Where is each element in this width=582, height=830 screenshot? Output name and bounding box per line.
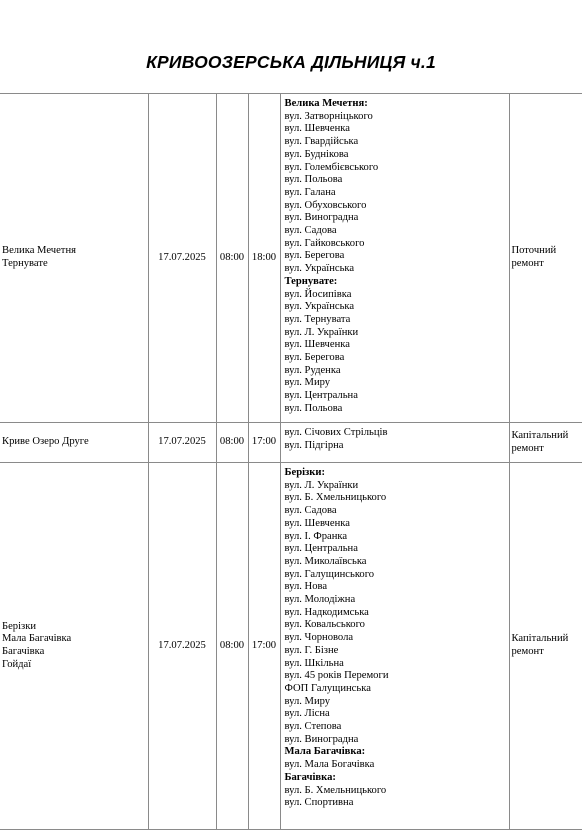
time-to: 17:00 [251, 639, 277, 651]
outage-schedule-table [0, 93, 582, 830]
street-name: вул. Б. Хмельницького [284, 492, 387, 504]
date-cell [148, 423, 216, 463]
street-name: вул. Шевченка [284, 123, 350, 135]
time-from-cell [216, 423, 248, 463]
villages-cell [0, 423, 148, 463]
street-name: вул. Українська [284, 301, 355, 313]
street-name: вул. Миру [284, 695, 331, 707]
street-name: вул. Тернувата [284, 313, 351, 325]
time-to-cell [248, 423, 280, 463]
street-name: вул. Чорновола [284, 632, 354, 644]
street-name: вул. Миколаївська [284, 555, 367, 567]
villages-cell [0, 463, 148, 830]
work-type-cell [509, 423, 582, 463]
street-name: вул. Ковальського [284, 619, 365, 631]
street-name: вул. Нова [284, 581, 328, 593]
street-name: вул. Галана [284, 186, 336, 198]
street-name: вул. Миру [284, 377, 331, 389]
page-title: КРИВООЗЕРСЬКА ДІЛЬНИЦЯ ч.1 [146, 52, 436, 72]
village-name: Криве Озеро Друге [2, 436, 89, 448]
date-value: 17.07.2025 [158, 436, 206, 448]
work-type: Поточний [511, 245, 557, 257]
date-value: 17.07.2025 [158, 639, 206, 651]
villages-cell [0, 94, 148, 423]
street-name: вул. Спортивна [284, 797, 354, 809]
work-type-cell [509, 94, 582, 423]
time-to-cell [248, 463, 280, 830]
locality-header: Велика Мечетня: [284, 98, 368, 109]
work-type: ремонт [511, 258, 544, 269]
street-name: вул. Надкодимська [284, 606, 369, 618]
street-name: вул. Січових Стрільців [284, 427, 388, 438]
time-to: 17:00 [251, 436, 277, 448]
time-from-cell [216, 94, 248, 423]
table-row [0, 423, 582, 463]
date-value: 17.07.2025 [158, 251, 206, 263]
street-name: вул. І. Франка [284, 530, 348, 542]
street-name: вул. Виноградна [284, 733, 359, 745]
street-name: вул. Шевченка [284, 517, 350, 529]
time-from: 08:00 [219, 436, 245, 448]
streets-cell [280, 94, 509, 423]
locality-header: Багачівка: [284, 771, 336, 783]
street-name: вул. Центральна [284, 390, 358, 402]
locality-header: Берізки: [284, 467, 326, 478]
street-name: вул. Виноградна [284, 212, 359, 224]
street-name: ФОП Галущинська [284, 682, 371, 694]
work-type: Капітальний [511, 429, 569, 441]
table-row [0, 463, 582, 830]
work-type: Капітальний [511, 633, 569, 645]
work-type: ремонт [511, 442, 544, 454]
street-name: вул. Буднікова [284, 148, 349, 160]
street-name: вул. Л. Українки [284, 326, 359, 338]
work-type: ремонт [511, 646, 544, 657]
street-name: вул. Йосипівка [284, 288, 352, 300]
street-name: вул. Галущинського [284, 568, 375, 580]
street-name: вул. Затворніцького [284, 110, 373, 122]
street-name: вул. Українська [284, 263, 355, 275]
street-name: вул. Лісна [284, 708, 330, 720]
street-name: вул. Берегова [284, 250, 345, 262]
street-name: вул. Степова [284, 721, 342, 733]
street-name: вул. Г. Бізне [284, 644, 339, 656]
street-name: вул. Руденка [284, 364, 341, 376]
time-from: 08:00 [219, 251, 245, 263]
time-from: 08:00 [219, 639, 245, 651]
village-name: Мала Багачівка [2, 633, 72, 645]
street-name: вул. Л. Українки [284, 479, 359, 491]
date-cell [148, 94, 216, 423]
village-name: Гойдаї [2, 658, 32, 670]
time-to: 18:00 [251, 251, 277, 263]
street-name: вул. Польова [284, 174, 343, 186]
street-name: вул. Садова [284, 505, 337, 517]
time-from-cell [216, 463, 248, 830]
street-name: вул. Молодіжна [284, 594, 356, 606]
date-cell [148, 463, 216, 830]
street-name: вул. Шкільна [284, 657, 344, 669]
street-name: вул. Голембієвського [284, 161, 379, 173]
village-name: Тернувате [2, 258, 48, 269]
streets-cell [280, 423, 509, 463]
street-name: вул. Польова [284, 402, 343, 414]
street-name: вул. Садова [284, 225, 337, 237]
street-name: вул. 45 років Перемоги [284, 670, 389, 682]
street-name: вул. Шевченка [284, 339, 350, 351]
street-name: вул. Б. Хмельницького [284, 784, 387, 796]
work-type-cell [509, 463, 582, 830]
street-name: вул. Центральна [284, 543, 358, 555]
street-name: вул. Гвардійська [284, 136, 359, 148]
table-row [0, 94, 582, 423]
village-name: Берізки [2, 620, 37, 632]
locality-header: Тернувате: [284, 275, 338, 287]
streets-cell [280, 463, 509, 830]
street-name: вул. Мала Богачівка [284, 759, 375, 771]
locality-header: Мала Багачівка: [284, 746, 366, 758]
time-to-cell [248, 94, 280, 423]
street-name: вул. Гайковського [284, 237, 365, 249]
village-name: Багачівка [2, 646, 45, 657]
village-name: Велика Мечетня [2, 245, 76, 257]
street-name: вул. Берегова [284, 352, 345, 364]
street-name: вул. Підгірна [284, 439, 344, 451]
street-name: вул. Обуховського [284, 199, 367, 211]
